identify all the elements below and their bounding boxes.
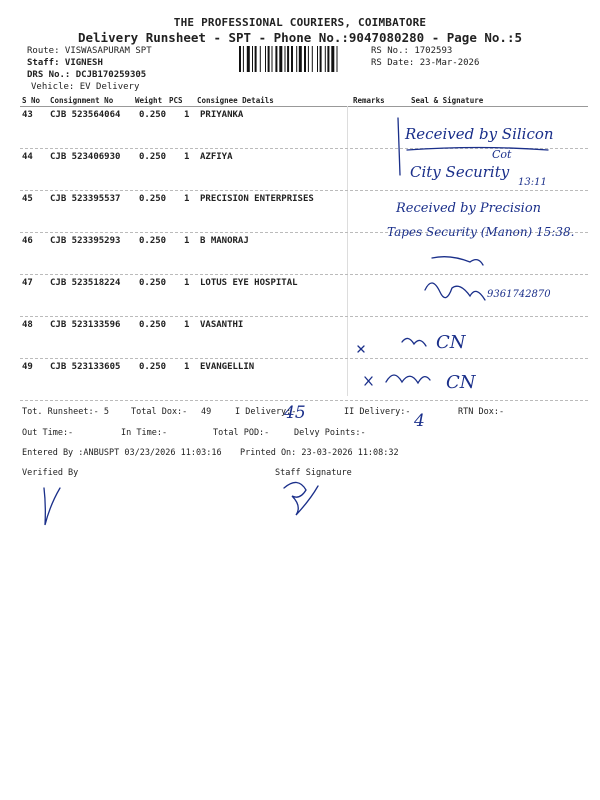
cell-consignment-no: CJB 523518224: [50, 278, 121, 288]
underline-stroke: [407, 148, 548, 151]
delvy-points-label: Delvy Points:-: [294, 428, 366, 438]
route-label: Route: VISWASAPURAM SPT: [27, 46, 152, 56]
verified-by-label: Verified By: [22, 468, 79, 478]
handwritten-i-delivery: 45: [284, 403, 306, 423]
handwritten-received-1: Received by Silicon: [405, 125, 554, 143]
scribble-signature-2: [425, 283, 485, 300]
col-header-sno: S No: [22, 96, 41, 105]
cell-consignee: B MANORAJ: [200, 236, 249, 246]
staff-signature-label: Staff Signature: [275, 468, 352, 478]
cell-sno: 48: [22, 320, 33, 330]
cell-sno: 43: [22, 110, 33, 120]
cell-consignment-no: CJB 523133596: [50, 320, 121, 330]
cell-weight: 0.250: [139, 110, 167, 120]
cell-consignee: PRIYANKA: [200, 110, 244, 120]
col-header-consignee: Consignee Details: [197, 96, 274, 105]
handwritten-security-2: Tapes Security (Manon) 15:38.: [387, 225, 575, 239]
staff-label: Staff: VIGNESH: [27, 58, 103, 68]
cross-mark-2: [365, 377, 372, 385]
cell-consignment-no: CJB 523133605: [50, 362, 121, 372]
cell-weight: 0.250: [139, 152, 167, 162]
cell-weight: 0.250: [139, 194, 167, 204]
handwritten-received-2: Received by Precision: [396, 201, 542, 216]
cell-consignee: VASANTHI: [200, 320, 244, 330]
cell-pcs: 1: [184, 194, 190, 204]
cell-consignment-no: CJB 523406930: [50, 152, 121, 162]
handwritten-cn-1: CN: [436, 332, 466, 353]
handwritten-phone: 9361742870: [487, 289, 551, 300]
handwritten-time-1: 13:11: [518, 177, 547, 188]
rtn-dox-label: RTN Dox:-: [458, 407, 505, 417]
handwritten-ii-delivery: 4: [414, 411, 425, 431]
tot-runsheet: Tot. Runsheet:- 5: [22, 407, 109, 417]
cell-sno: 49: [22, 362, 33, 372]
handwritten-cn-2: CN: [446, 372, 476, 393]
printed-on: Printed On: 23-03-2026 11:08:32: [240, 448, 399, 458]
col-header-seal: Seal & Signature: [411, 96, 484, 105]
cell-sno: 45: [22, 194, 33, 204]
entered-by: Entered By :ANBUSPT 03/23/2026 11:03:16: [22, 448, 222, 458]
cell-pcs: 1: [184, 362, 190, 372]
cell-pcs: 1: [184, 278, 190, 288]
cell-weight: 0.250: [139, 362, 167, 372]
cell-pcs: 1: [184, 152, 190, 162]
cell-sno: 46: [22, 236, 33, 246]
cell-sno: 44: [22, 152, 33, 162]
in-time-label: In Time:-: [121, 428, 168, 438]
rs-date: RS Date: 23-Mar-2026: [371, 58, 480, 68]
scribble-mark-2: [386, 375, 430, 383]
cell-pcs: 1: [184, 110, 190, 120]
cell-weight: 0.250: [139, 236, 167, 246]
drs-number: DRS No.: DCJB170259305: [27, 70, 147, 80]
verified-signature: [44, 488, 60, 525]
cell-weight: 0.250: [139, 278, 167, 288]
vehicle-label: Vehicle: EV Delivery: [31, 82, 140, 92]
cell-consignment-no: CJB 523395537: [50, 194, 121, 204]
cross-mark-1: [358, 346, 364, 352]
runsheet-title: Delivery Runsheet - SPT - Phone No.:9047080280 - Page No.:5: [77, 30, 522, 45]
cell-consignment-no: CJB 523395293: [50, 236, 121, 246]
col-header-pcs: PCS: [169, 96, 183, 105]
total-pod-label: Total POD:-: [213, 428, 270, 438]
ii-delivery-label: II Delivery:-: [344, 407, 411, 417]
col-header-consignment: Consignment No: [50, 96, 114, 105]
staff-signature-mark: [284, 482, 318, 515]
handwritten-cot: Cot: [492, 148, 512, 161]
company-title: THE PROFESSIONAL COURIERS, COIMBATORE: [173, 16, 427, 29]
scribble-mark-1: [402, 338, 426, 346]
cell-consignee: PRECISION ENTERPRISES: [200, 194, 314, 204]
rs-number: RS No.: 1702593: [371, 46, 453, 56]
col-header-remarks: Remarks: [353, 96, 385, 105]
scribble-signature-1: [432, 257, 483, 265]
i-delivery-label: I Delivery:-: [235, 407, 297, 417]
cell-consignment-no: CJB 523564064: [50, 110, 121, 120]
bracket-stroke: [398, 118, 400, 175]
cell-consignee: EVANGELLIN: [200, 362, 255, 372]
cell-consignee: AZFIYA: [200, 152, 233, 162]
handwritten-security-1: City Security: [410, 163, 510, 181]
out-time-label: Out Time:-: [22, 428, 74, 438]
cell-pcs: 1: [184, 236, 190, 246]
total-dox-value: 49: [201, 407, 212, 417]
total-dox-label: Total Dox:-: [131, 407, 188, 417]
cell-weight: 0.250: [139, 320, 167, 330]
cell-sno: 47: [22, 278, 33, 288]
cell-consignee: LOTUS EYE HOSPITAL: [200, 278, 298, 288]
cell-pcs: 1: [184, 320, 190, 330]
col-header-weight: Weight: [135, 96, 163, 105]
